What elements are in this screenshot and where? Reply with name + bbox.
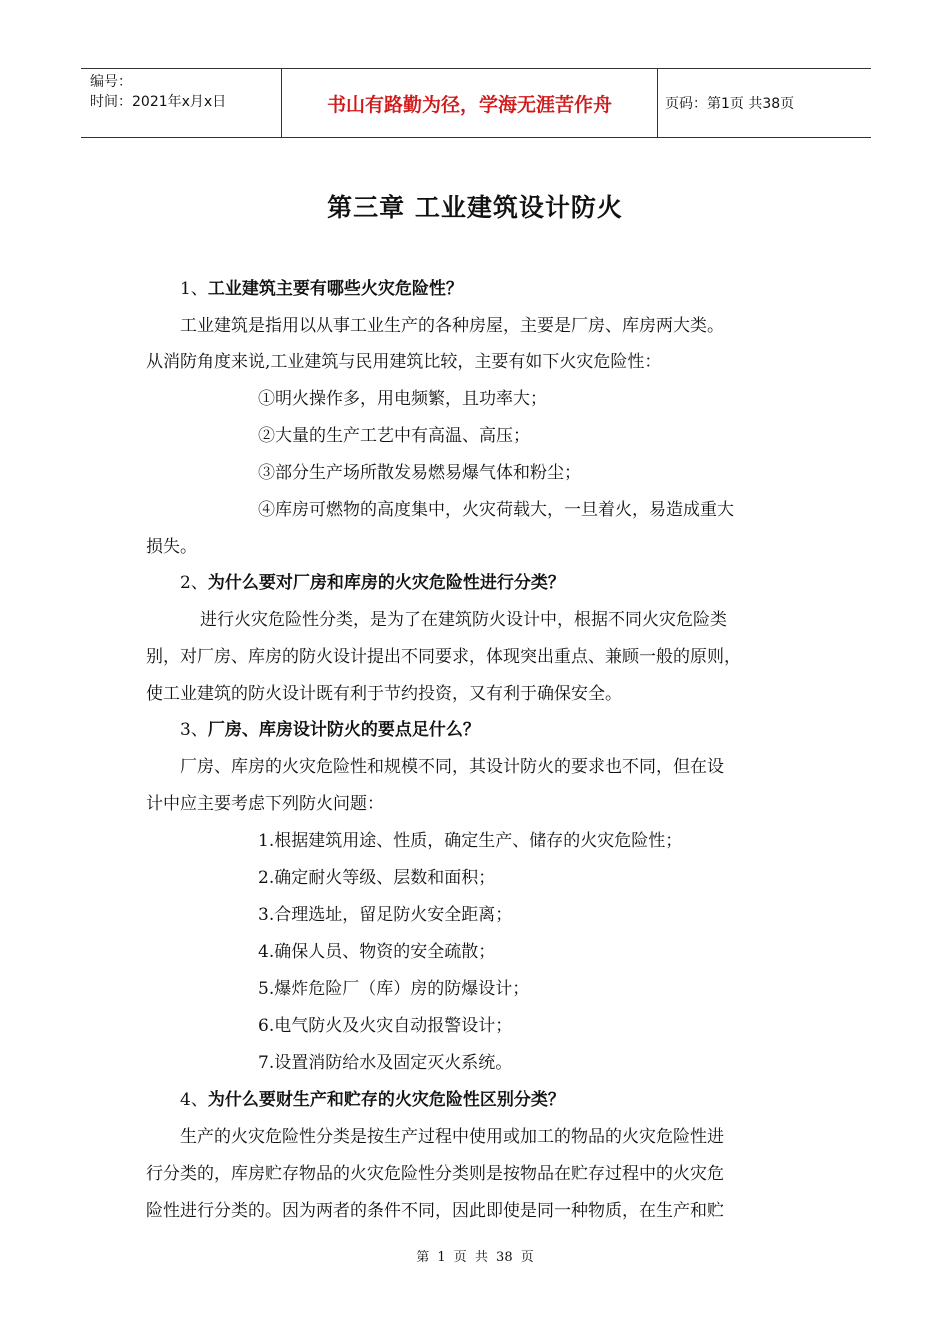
paragraph-line: 损失。 (146, 537, 197, 557)
question-number: 4、 (180, 1090, 208, 1110)
list-item: 4.确保人员、物资的安全疏散； (258, 942, 496, 962)
paragraph-line: 生产的火灾危险性分类是按生产过程中使用或加工的物品的火灾危险性进 (180, 1127, 724, 1147)
paragraph-line: 进行火灾危险性分类，是为了在建筑防火设计中，根据不同火灾危险类 (200, 610, 727, 630)
document-number-label: 编号： (90, 74, 132, 90)
question-text: 为什么要对厂房和库房的火灾危险性进行分类？ (207, 573, 565, 593)
list-item: ①明火操作多，用电频繁，且功率大； (258, 389, 547, 409)
question-1-heading (180, 278, 463, 300)
list-item: ②大量的生产工艺中有高温、高压； (258, 426, 530, 446)
list-item: 1.根据建筑用途、性质，确定生产、储存的火灾危险性； (258, 831, 683, 851)
paragraph-line: 行分类的，库房贮存物品的火灾危险性分类则是按物品在贮存过程中的火灾危 (146, 1164, 724, 1184)
question-text: 工业建筑主要有哪些火灾危险性？ (207, 279, 463, 299)
list-item: 3.合理选址，留足防火安全距离； (258, 905, 513, 925)
question-3-heading (180, 719, 480, 741)
question-number: 2、 (180, 573, 208, 593)
question-text: 厂房、库房设计防火的要点足什么？ (207, 720, 480, 740)
question-4-heading (180, 1089, 565, 1111)
header-meta-cell (81, 69, 282, 137)
paragraph-line: 使工业建筑的防火设计既有利于节约投资，又有利于确保安全。 (146, 684, 622, 704)
header-page-label: 页码：第1页 共38页 (665, 96, 795, 112)
list-item: 5.爆炸危险厂（库）房的防爆设计； (258, 979, 530, 999)
question-number: 3、 (180, 720, 208, 740)
paragraph-line: 计中应主要考虑下列防火问题： (146, 794, 384, 814)
list-item: 7.设置消防给水及固定灭火系统。 (258, 1053, 513, 1073)
paragraph-line: 险性进行分类的。因为两者的条件不同，因此即使是同一种物质，在生产和贮 (146, 1201, 724, 1221)
list-item: ④库房可燃物的高度集中，火灾荷载大，一旦着火，易造成重大 (258, 500, 734, 520)
list-item: ③部分生产场所散发易燃易爆气体和粉尘； (258, 463, 581, 483)
list-item: 2.确定耐火等级、层数和面积； (258, 868, 496, 888)
paragraph-line: 从消防角度来说,工业建筑与民用建筑比较，主要有如下火灾危险性： (146, 352, 662, 372)
page-footer: 第 1 页 共 38 页 (416, 1250, 534, 1265)
header-table (81, 68, 871, 138)
header-motto: 书山有路勤为径，学海无涯苦作舟 (326, 93, 612, 116)
paragraph-line: 厂房、库房的火灾危险性和规模不同，其设计防火的要求也不同，但在设 (180, 757, 724, 777)
header-motto-cell (282, 69, 658, 137)
paragraph-line: 工业建筑是指用以从事工业生产的各种房屋，主要是厂房、库房两大类。 (180, 316, 724, 336)
question-text: 为什么要财生产和贮存的火灾危险性区别分类？ (207, 1090, 565, 1110)
question-2-heading (180, 572, 565, 594)
document-date-label: 时间：2021年x月x日 (90, 94, 227, 110)
chapter-title: 第三章 工业建筑设计防火 (327, 193, 623, 222)
list-item: 6.电气防火及火灾自动报警设计； (258, 1016, 513, 1036)
header-page-cell (665, 69, 871, 137)
question-number: 1、 (180, 279, 208, 299)
paragraph-line: 别，对厂房、库房的防火设计提出不同要求，体现突出重点、兼顾一般的原则， (146, 647, 741, 667)
